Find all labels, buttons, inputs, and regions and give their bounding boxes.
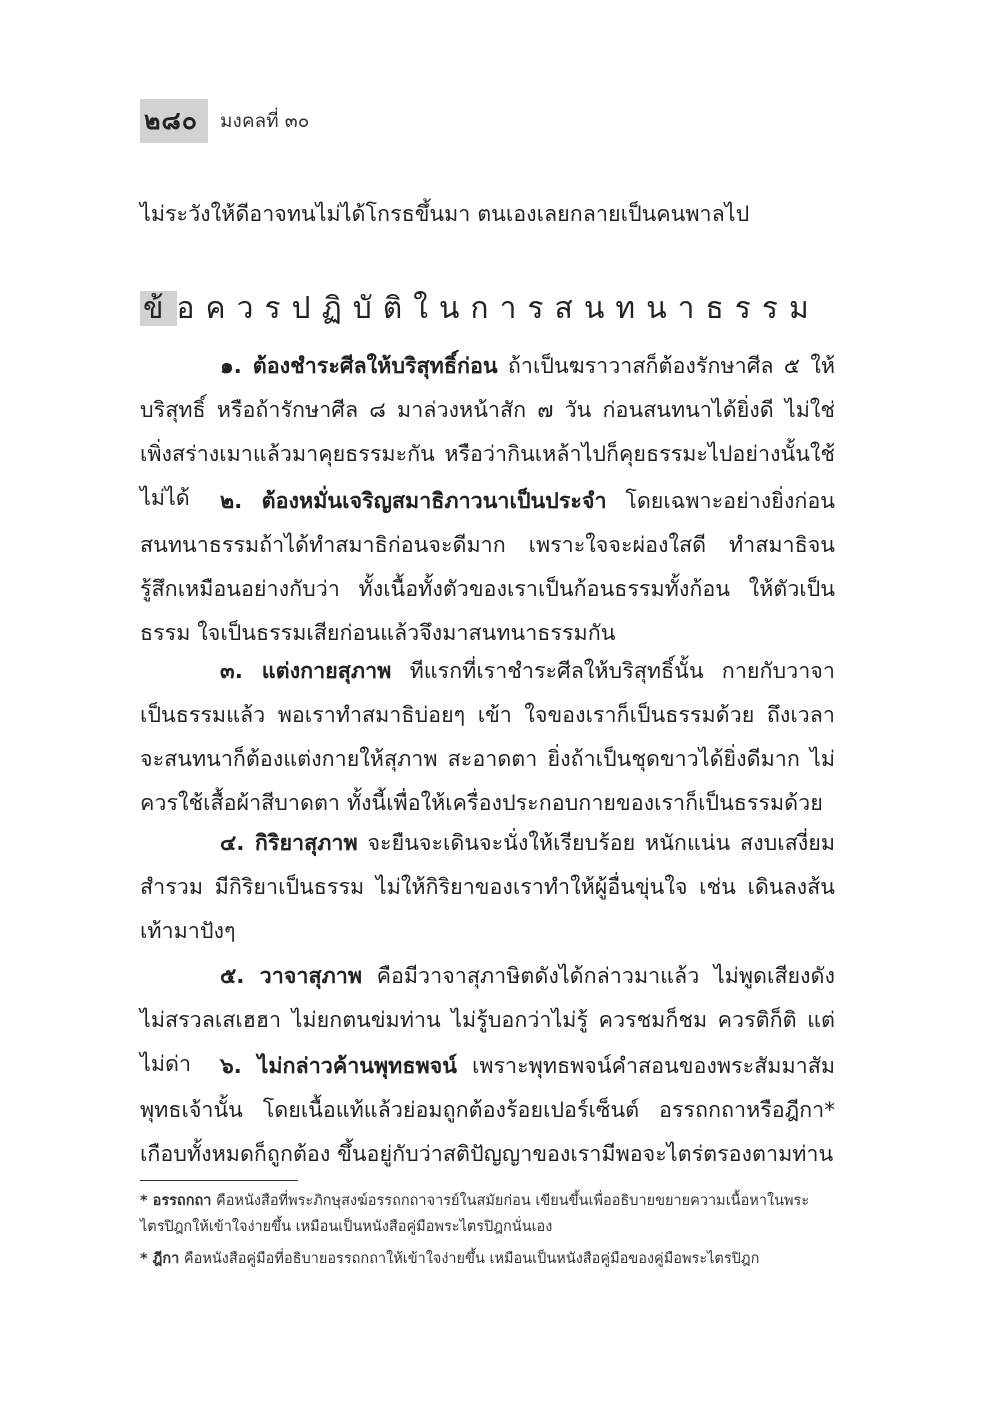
item-title: ๕. วาจาสุภาพ [220,964,363,989]
item-title: ๑. ต้องชำระศีลให้บริสุทธิ์ก่อน [220,354,498,379]
item-text: ถ้าเป็นฆราวาสก็ต้องรักษาศีล ๕ ให้บริสุทธิ์ หรือถ้ารักษาศีล ๘ มาล่วงหน้าสัก ๗ วัน ก่อนสนทนาได้ยิ่งดี ไม่ใช่เพิ่งสร่างเมาแล้วมาคุยธรรมะกัน หรือว่ากินเหล้าไปก็คุยธรรมะไปอย่างนั้นใช้ไม่ได้ [140,354,835,511]
heading-rest: อควรปฏิบัติในการสนทนาธรรม [176,291,820,326]
item-text: เพราะพุทธพจน์คำสอนของพระสัมมาสัมพุทธเจ้านั้น โดยเนื้อแท้แล้วย่อมถูกต้องร้อยเปอร์เซ็นต์ อรรถกถาหรือฎีกา* เกือบทั้งหมดก็ถูกต้อง ขึ้นอยู่กับว่าสติปัญญาของเรามีพอจะไตร่ตรองตามท่าน [140,1054,835,1167]
footnote-text: คือหนังสือคู่มือที่อธิบายอรรถกถาให้เข้าใจง่ายขึ้น เหมือนเป็นหนังสือคู่มือของคู่มือพระไตรปิฎก [179,1251,760,1267]
item-paragraph [140,1045,835,1177]
footnote [140,1246,840,1272]
page-header [140,103,309,139]
page-number: ๒๘๐ [140,99,208,143]
footnote-term: * ฎีกา [140,1251,180,1267]
item-title: ๓. แต่งกายสุภาพ [220,659,392,684]
item-title: ๒. ต้องหมั่นเจริญสมาธิภาวนาเป็นประจำ [220,489,607,514]
item-paragraph [140,650,835,826]
footnote-text: คือหนังสือที่พระภิกษุสงฆ์อรรถกถาจารย์ในสมัยก่อน เขียนขึ้นเพื่ออธิบายขยายความเนื้อหาในพระไตรปิฎกให้เข้าใจง่ายขึ้น เหมือนเป็นหนังสือคู่มือพระไตรปิฎกนั่นเอง [140,1193,810,1235]
item-paragraph [140,480,835,656]
section-heading [140,285,840,333]
item-text: ทีแรกที่เราชำระศีลให้บริสุทธิ์นั้น กายกับวาจาเป็นธรรมแล้ว พอเราทำสมาธิบ่อยๆ เข้า ใจของเราก็เป็นธรรมด้วย ถึงเวลาจะสนทนาก็ต้องแต่งกายให้สุภาพ สะอาดตา ยิ่งถ้าเป็นชุดขาวได้ยิ่งดีมาก ไม่ควรใช้เสื้อผ้าสีบาดตา ทั้งนี้เพื่อให้เครื่องประกอบกายของเราก็เป็นธรรมด้วย [140,659,835,816]
item-text: คือมีวาจาสุภาษิตดังได้กล่าวมาแล้ว ไม่พูดเสียงดัง ไม่สรวลเสเฮฮา ไม่ยกตนข่มท่าน ไม่รู้บอกว่าไม่รู้ ควรชมก็ชม ควรติก็ติ แต่ไม่ด่า [140,964,835,1077]
footnote-divider [140,1180,298,1181]
chapter-label: มงคลที่ ๓๐ [220,110,310,132]
item-text: โดยเฉพาะอย่างยิ่งก่อนสนทนาธรรมถ้าได้ทำสมาธิก่อนจะดีมาก เพราะใจจะผ่องใสดี ทำสมาธิจนรู้สึกเหมือนอย่างกับว่า ทั้งเนื้อทั้งตัวของเราเป็นก้อนธรรมทั้งก้อน ให้ตัวเป็นธรรม ใจเป็นธรรมเสียก่อนแล้วจึงมาสนทนาธรรมกัน [140,489,835,646]
footnote-term: * อรรถกถา [140,1193,212,1209]
intro-paragraph: ไม่ระวังให้ดีอาจทนไม่ได้โกรธขึ้นมา ตนเองเลยกลายเป็นคนพาลไป [140,202,750,227]
footnote [140,1188,840,1240]
item-title: ๖. ไม่กล่าวค้านพุทธพจน์ [220,1054,457,1079]
item-title: ๔. กิริยาสุภาพ [220,831,358,856]
item-text: จะยืนจะเดินจะนั่งให้เรียบร้อย หนักแน่น สงบเสงี่ยม สำรวม มีกิริยาเป็นธรรม ไม่ให้กิริยาของเราทำให้ผู้อื่นขุ่นใจ เช่น เดินลงส้นเท้ามาปังๆ [140,831,835,944]
item-paragraph [140,822,835,954]
heading-first-char: ข้ [140,291,177,326]
